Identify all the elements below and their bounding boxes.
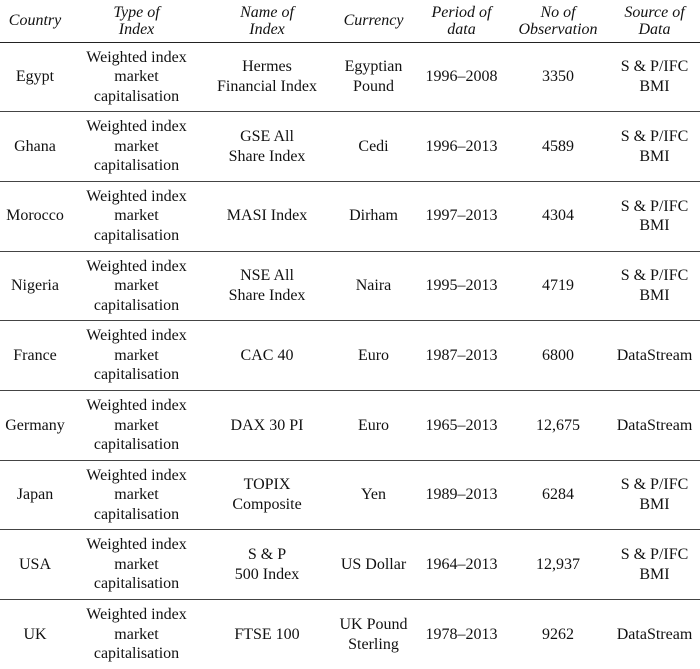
- table-header: [0, 0, 700, 42]
- cell-no-of-observation: 4719: [507, 251, 609, 321]
- cell-type-of-index: Weighted index market capitalisation: [70, 42, 203, 112]
- header-row: [0, 0, 700, 42]
- cell-source-of-data: DataStream: [609, 390, 700, 460]
- header-country: Country: [0, 0, 70, 42]
- cell-source-of-data: S & P/IFC BMI: [609, 530, 700, 600]
- cell-no-of-observation: 3350: [507, 42, 609, 112]
- cell-no-of-observation: 6800: [507, 321, 609, 391]
- cell-type-of-index: Weighted index market capitalisation: [70, 112, 203, 182]
- cell-name-of-index: DAX 30 PI: [203, 390, 331, 460]
- cell-currency: Naira: [331, 251, 416, 321]
- cell-no-of-observation: 12,937: [507, 530, 609, 600]
- table-row: [0, 600, 700, 669]
- table-row: [0, 460, 700, 530]
- table-body: [0, 42, 700, 669]
- cell-country: Morocco: [0, 181, 70, 251]
- cell-period-of-data: 1996–2008: [416, 42, 507, 112]
- cell-country: Germany: [0, 390, 70, 460]
- cell-no-of-observation: 6284: [507, 460, 609, 530]
- cell-type-of-index: Weighted index market capitalisation: [70, 390, 203, 460]
- cell-country: USA: [0, 530, 70, 600]
- cell-name-of-index: Hermes Financial Index: [203, 42, 331, 112]
- cell-source-of-data: DataStream: [609, 600, 700, 669]
- cell-period-of-data: 1997–2013: [416, 181, 507, 251]
- cell-period-of-data: 1995–2013: [416, 251, 507, 321]
- cell-currency: US Dollar: [331, 530, 416, 600]
- cell-type-of-index: Weighted index market capitalisation: [70, 251, 203, 321]
- cell-country: Egypt: [0, 42, 70, 112]
- table-row: [0, 112, 700, 182]
- table-row: [0, 181, 700, 251]
- cell-country: France: [0, 321, 70, 391]
- cell-currency: Euro: [331, 321, 416, 391]
- cell-name-of-index: MASI Index: [203, 181, 331, 251]
- cell-currency: Egyptian Pound: [331, 42, 416, 112]
- cell-currency: Euro: [331, 390, 416, 460]
- cell-no-of-observation: 4589: [507, 112, 609, 182]
- cell-source-of-data: S & P/IFC BMI: [609, 112, 700, 182]
- cell-type-of-index: Weighted index market capitalisation: [70, 181, 203, 251]
- header-type-of-index: Type of Index: [70, 0, 203, 42]
- cell-currency: Yen: [331, 460, 416, 530]
- cell-name-of-index: CAC 40: [203, 321, 331, 391]
- cell-country: UK: [0, 600, 70, 669]
- cell-country: Japan: [0, 460, 70, 530]
- cell-source-of-data: S & P/IFC BMI: [609, 42, 700, 112]
- cell-source-of-data: S & P/IFC BMI: [609, 460, 700, 530]
- cell-type-of-index: Weighted index market capitalisation: [70, 460, 203, 530]
- header-currency: Currency: [331, 0, 416, 42]
- cell-name-of-index: TOPIX Composite: [203, 460, 331, 530]
- cell-currency: Dirham: [331, 181, 416, 251]
- cell-period-of-data: 1989–2013: [416, 460, 507, 530]
- cell-type-of-index: Weighted index market capitalisation: [70, 321, 203, 391]
- cell-period-of-data: 1965–2013: [416, 390, 507, 460]
- cell-period-of-data: 1996–2013: [416, 112, 507, 182]
- table-row: [0, 390, 700, 460]
- cell-type-of-index: Weighted index market capitalisation: [70, 530, 203, 600]
- header-source-of-data: Source of Data: [609, 0, 700, 42]
- header-period-of-data: Period of data: [416, 0, 507, 42]
- cell-source-of-data: S & P/IFC BMI: [609, 251, 700, 321]
- cell-no-of-observation: 4304: [507, 181, 609, 251]
- cell-no-of-observation: 12,675: [507, 390, 609, 460]
- cell-type-of-index: Weighted index market capitalisation: [70, 600, 203, 669]
- cell-country: Ghana: [0, 112, 70, 182]
- cell-period-of-data: 1987–2013: [416, 321, 507, 391]
- cell-period-of-data: 1964–2013: [416, 530, 507, 600]
- cell-source-of-data: DataStream: [609, 321, 700, 391]
- cell-name-of-index: S & P 500 Index: [203, 530, 331, 600]
- header-no-of-observation: No of Observation: [507, 0, 609, 42]
- cell-currency: Cedi: [331, 112, 416, 182]
- table-row: [0, 42, 700, 112]
- cell-period-of-data: 1978–2013: [416, 600, 507, 669]
- table-row: [0, 530, 700, 600]
- cell-name-of-index: NSE All Share Index: [203, 251, 331, 321]
- cell-name-of-index: FTSE 100: [203, 600, 331, 669]
- table-row: [0, 251, 700, 321]
- cell-country: Nigeria: [0, 251, 70, 321]
- cell-no-of-observation: 9262: [507, 600, 609, 669]
- cell-source-of-data: S & P/IFC BMI: [609, 181, 700, 251]
- header-name-of-index: Name of Index: [203, 0, 331, 42]
- cell-currency: UK Pound Sterling: [331, 600, 416, 669]
- table-row: [0, 321, 700, 391]
- cell-name-of-index: GSE All Share Index: [203, 112, 331, 182]
